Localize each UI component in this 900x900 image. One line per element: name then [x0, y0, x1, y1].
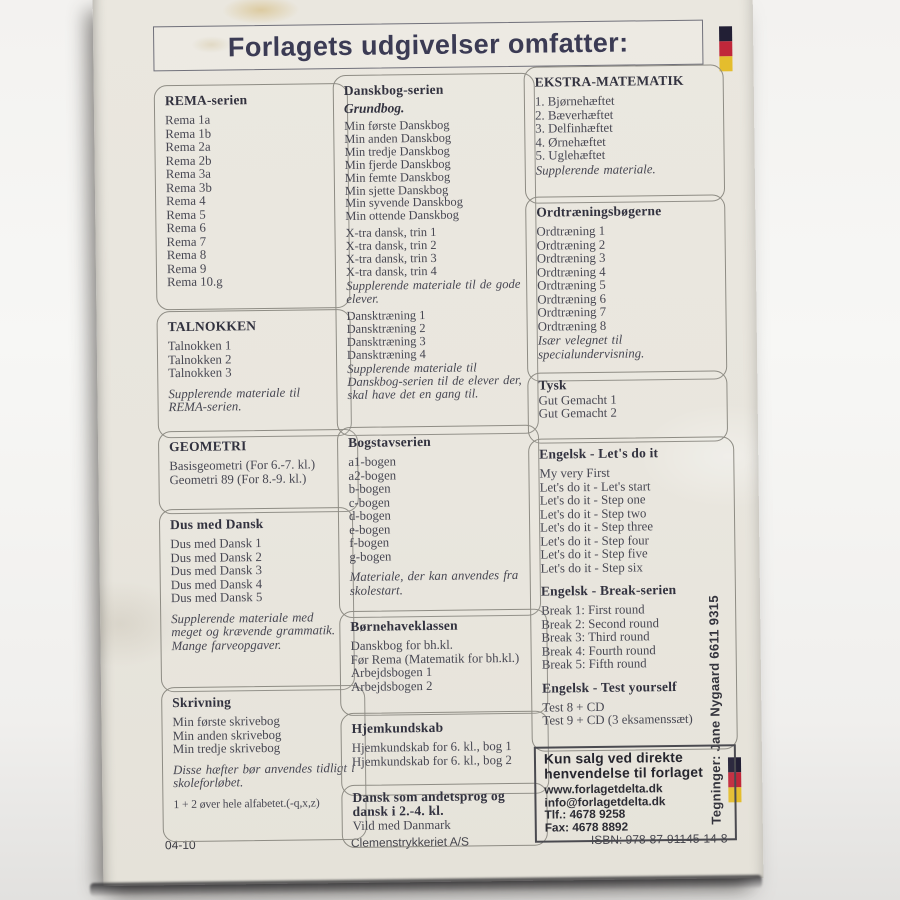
item-line: Let's do it - Step two [539, 505, 647, 522]
section [539, 444, 725, 575]
item-line: info@forlagetdelta.dk [544, 793, 666, 810]
section [350, 617, 537, 694]
item-line: Rema 6 [166, 220, 206, 236]
box-talnokken [156, 309, 352, 438]
item-line: Hjemkundskab for 6. kl., bog 2 [351, 752, 512, 769]
box-geometri [158, 429, 359, 514]
note-text: Især velegnet til specialundervisning. [537, 332, 645, 362]
item-line: Rema 4 [166, 193, 206, 209]
section [536, 202, 716, 362]
item-line: Dansktræning 1 [346, 308, 426, 324]
item-line: Hjemkundskab for 6. kl., bog 1 [351, 739, 512, 755]
note-text: Supplerende materiale til Danskbog-serien til de elever der, skal have det en gang til. [347, 360, 522, 402]
item-line: Ordtræning 3 [536, 250, 606, 266]
section [535, 72, 714, 177]
item-line: Break 1: First round [541, 602, 645, 618]
section-heading: GEOMETRI [169, 438, 247, 455]
box-dansk-som-andetsprog-og-dansk-i-2-4-kl [341, 783, 548, 849]
section-heading: EKSTRA-MATEMATIK [534, 72, 684, 90]
color-stripe-red [719, 41, 732, 56]
section [541, 581, 726, 672]
item-line: Test 8 + CD [542, 699, 605, 715]
item-line: Ordtræning 5 [537, 277, 606, 293]
section [346, 308, 527, 402]
item-line: Rema 2a [165, 139, 211, 155]
item-line: Let's do it - Step four [540, 532, 649, 549]
item-line: Dus med Dansk 1 [170, 536, 262, 552]
section-heading: REMA-serien [164, 92, 248, 109]
item-line: 3. Delfinhæftet [535, 120, 613, 136]
section [168, 317, 341, 415]
item-line: Rema 5 [166, 207, 206, 222]
item-line: Dus med Dansk 5 [170, 590, 263, 606]
item-line: Min femte Danskbog [344, 169, 451, 185]
section-heading: Dansk som andetsprog og dansk i 2.-4. kl. [352, 788, 506, 819]
section [169, 437, 348, 487]
item-line: Rema 1b [165, 126, 212, 141]
note-text: Supplerende materiale. [535, 161, 656, 178]
item-line: Dansktræning 4 [346, 346, 426, 362]
item-line: a2-bogen [348, 467, 397, 483]
box-engelsk-let-s-do-it [528, 436, 738, 751]
item-line: b-bogen [348, 481, 391, 496]
item-line: Break 5: Fifth round [541, 656, 647, 672]
note-text: Supplerende materiale til de gode elever. [346, 276, 521, 306]
item-line: Dus med Dansk 3 [170, 563, 263, 579]
item-line: Danskbog for bh.kl. [350, 637, 454, 653]
section [542, 678, 727, 728]
item-line: 1. Bjørnehæftet [534, 93, 615, 109]
item-line: Min anden skrivebog [172, 727, 282, 743]
section [165, 91, 339, 290]
page-title-box [153, 20, 704, 72]
section-heading: Engelsk - Let's do it [539, 445, 659, 462]
section [352, 789, 537, 834]
item-line: X-tra dansk, trin 4 [345, 263, 437, 279]
item-line: 5. Uglehæftet [535, 147, 606, 163]
item-line: Gut Gemacht 1 [538, 392, 617, 408]
item-line: Break 3: Third round [541, 629, 650, 645]
item-line: Min tredje Danskbog [344, 143, 450, 159]
item-line: Ordtræning 4 [536, 264, 606, 280]
item-line: Min fjerde Danskbog [344, 156, 451, 172]
item-line: g-bogen [349, 548, 392, 564]
box-kun-salg-ved-direkte-henvendelse-til-forlaget [534, 744, 737, 842]
item-line: Ordtræning 8 [537, 318, 607, 334]
item-line: Let's do it - Step six [540, 559, 643, 576]
section-heading: Engelsk - Test yourself [541, 678, 677, 696]
item-line: Dansktræning 2 [346, 320, 426, 336]
section-heading: TALNOKKEN [167, 318, 257, 335]
item-line: Talnokken 2 [167, 351, 232, 367]
item-line: Break 2: Second round [541, 615, 660, 632]
item-line: c-bogen [348, 494, 391, 510]
item-line: Geometri 89 (For 8.-9. kl.) [169, 470, 307, 487]
section-heading: Kun salg ved direkte henvendelse til forlaget [543, 749, 704, 782]
item-line: Tlf.: 4678 9258 [544, 806, 626, 822]
color-stripe-black [719, 26, 732, 41]
item-line: Ordtræning 1 [536, 223, 606, 239]
item-line: Rema 8 [166, 247, 207, 263]
item-line: Let's do it - Step five [540, 546, 648, 562]
item-line: Fax: 4678 8892 [544, 819, 629, 835]
note-text: Supplerende materiale til REMA-serien. [168, 385, 301, 415]
item-line: Basisgeometri (For 6.-7. kl.) [169, 457, 316, 474]
item-line: Rema 7 [166, 234, 207, 249]
item-line: Rema 3b [165, 180, 212, 195]
item-line: Gut Gemacht 2 [538, 405, 618, 421]
item-line: Rema 10.g [167, 274, 223, 290]
item-line: Talnokken 3 [168, 365, 232, 381]
footer-date-code: 04-10 [164, 837, 196, 853]
note-text: Materiale, der kan anvendes fra skolestart. [349, 567, 519, 598]
color-registration-marks-top [719, 26, 733, 71]
book-back-cover-page [93, 0, 764, 886]
section [538, 376, 717, 421]
item-line: Dus med Dansk 2 [170, 549, 262, 565]
section-heading: Hjemkundskab [351, 719, 444, 736]
item-line: Talnokken 1 [167, 338, 232, 354]
box-dus-med-dansk [159, 507, 355, 692]
section-heading: Børnehaveklassen [350, 617, 458, 634]
item-line: Ordtræning 2 [536, 237, 606, 253]
section-heading: Ordtræningsbøgerne [536, 203, 662, 220]
box-rema-serien [154, 83, 351, 310]
section [344, 81, 526, 223]
item-line: 4. Ørnehæftet [535, 134, 606, 150]
item-line: X-tra dansk, trin 3 [345, 250, 437, 267]
item-line: Min sjette Danskbog [344, 182, 449, 198]
color-stripe-yellow [719, 56, 732, 71]
item-line: Rema 3a [165, 166, 212, 182]
footer-isbn: ISBN: 978-87-91145-14-8 [590, 831, 728, 848]
item-line: Let's do it - Step one [539, 492, 646, 508]
item-line: Rema 9 [166, 261, 207, 276]
section-heading: Danskbog-serien [343, 81, 444, 99]
box-børnehaveklassen [339, 609, 548, 717]
item-line: Rema 2b [165, 153, 212, 168]
item-line: Dus med Dansk 4 [170, 576, 263, 592]
footer-printer: Clemenstrykkeriet A/S [350, 834, 470, 850]
item-line: www.forlagetdelta.dk [544, 781, 663, 797]
box-ordtræningsbøgerne [525, 194, 727, 381]
item-line: X-tra dansk, trin 1 [345, 225, 437, 241]
item-line: My very First [539, 465, 610, 481]
item-line: a1-bogen [348, 454, 397, 469]
item-line: Min første skrivebog [172, 713, 280, 730]
box-skrivning [161, 685, 367, 842]
item-line: Dansktræning 3 [346, 333, 426, 349]
item-line: Ordtræning 6 [537, 291, 607, 307]
extra-text: 1 + 2 øver hele alfabetet.(-q,x,z) [173, 796, 320, 812]
section [351, 719, 538, 769]
item-line: Min anden Danskbog [344, 130, 452, 146]
item-line: 2. Bæverhæftet [535, 107, 614, 123]
item-line: Arbejdsbogen 1 [350, 664, 433, 680]
section-heading: Tysk [538, 377, 567, 393]
section [345, 225, 526, 306]
page-title: Forlagets udgivelser omfatter: [227, 27, 629, 63]
illustrator-credit: Tegninger: Jane Nygaard 6611 9315 [705, 595, 724, 825]
item-line: Arbejdsbogen 2 [350, 678, 433, 694]
item-line: X-tra dansk, trin 2 [345, 238, 437, 254]
item-line: Test 9 + CD (3 eksamenssæt) [542, 711, 693, 728]
item-line: Let's do it - Let's start [539, 478, 651, 495]
item-line: f-bogen [349, 535, 390, 550]
section [170, 515, 344, 654]
note-text: Disse hæfter bør anvendes tidligt i skoleforløbet. [172, 760, 355, 791]
box-ekstra-matematik [523, 64, 725, 203]
item-line: Min tredje skrivebog [172, 740, 281, 757]
box-tysk [527, 370, 728, 443]
item-line: Rema 1a [165, 112, 211, 128]
section [544, 750, 727, 834]
box-danskbog-serien [333, 73, 539, 436]
section-subheading: Grundbog. [343, 100, 405, 117]
item-line: Vild med Danmark [352, 817, 451, 833]
item-line: Ordtræning 7 [537, 304, 607, 320]
item-line: Break 4: Fourth round [541, 642, 656, 659]
item-line: Min første Danskbog [344, 117, 450, 134]
item-line: Min syvende Danskbog [345, 194, 463, 211]
section [172, 693, 355, 812]
item-line: Let's do it - Step three [540, 519, 654, 535]
section-heading: Dus med Dansk [169, 516, 264, 533]
item-line: d-bogen [348, 508, 391, 523]
item-line: e-bogen [349, 521, 391, 537]
item-line: Før Rema (Matematik for bh.kl.) [350, 650, 520, 667]
section-heading: Skrivning [172, 694, 232, 711]
section [348, 433, 530, 599]
section-heading: Engelsk - Break-serien [540, 581, 677, 599]
box-bogstavserien [337, 425, 541, 618]
section-heading: Bogstavserien [347, 433, 432, 450]
item-line: Min ottende Danskbog [345, 207, 459, 224]
note-text: Supplerende materiale med meget og krævende grammatik. Mange farveopgaver. [171, 609, 336, 654]
